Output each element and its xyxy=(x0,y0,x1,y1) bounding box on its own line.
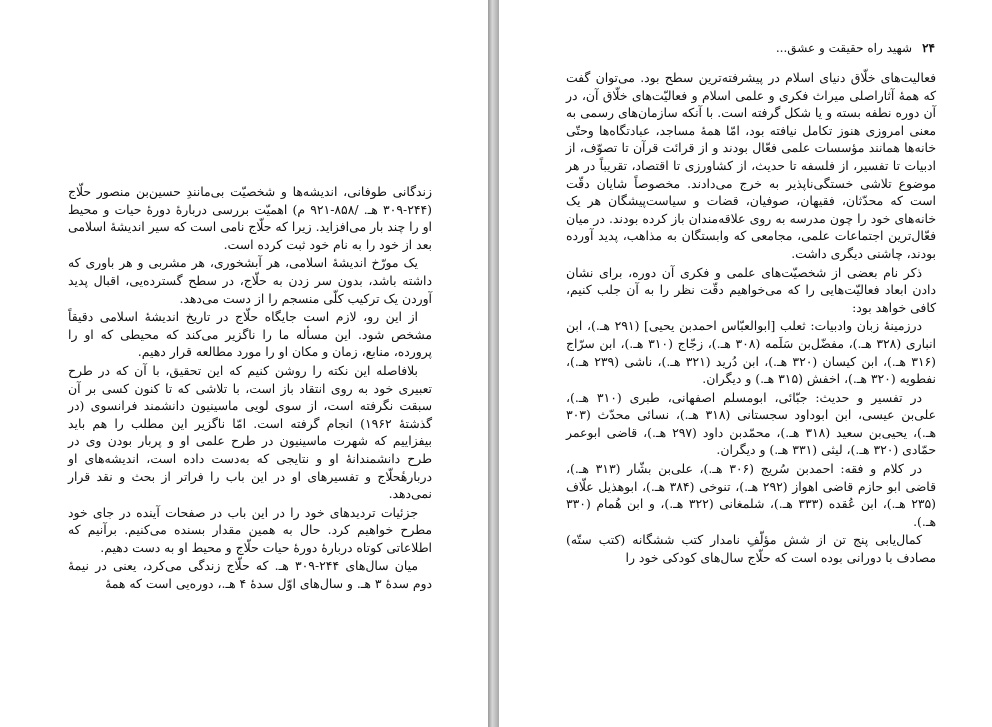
paragraph: بلافاصله این نکته را روشن کنیم که این تحقیق، با آن که در طرح تعبیری خود به روی انتقاد باز است، با تلاشی که تا کنون کسی بر آن سبقت نگرفته است، از سوی لویی ماسینیون دانشمند فرانسوی (در گذشتهٔ ۱۹۶۲) انجام گرفته است. امّا ناگزیر این مطلب را هم باید بیفزاییم که شهرت ماسینیون در طرح علمی او و پربار بودن وی در طرح دانشمندانهٔ او و نتایجی که به‌دست داده است، اندیشه‌های او دربارهٔحلّاج و تفسیرهای او در این باب را فراتر از بحث و نقد قرار نمی‌دهد. xyxy=(68,362,433,502)
running-head xyxy=(757,41,935,55)
paragraph: زندگانی طوفانی، اندیشه‌ها و شخصیّت بی‌مانندِ حسین‌بن منصور حلّاج (۲۴۴-۳۰۹ هـ. /۸۵۸-۹۲۱ م) اهمیّت بررسی دربارهٔ دورهٔ حیات و محیط او را چند بار می‌افزاید. زیرا که حلّاج نامی است که سیر اندیشهٔ اسلامی بعد از خود را به نام خود ثبت کرده است. xyxy=(68,184,432,252)
paragraph: کمال‌یابی پنج تن از شش مؤلّفِ نامدار کتب ششگانه (کتب ستّه) مصادف با دورانی بوده است که حلّاج سال‌های کودکی خود را xyxy=(566,532,936,566)
paragraph: جزئیات تردیدهای خود را در این باب در صفحات آینده در جای خود مطرح خواهیم کرد. حال به همین مقدار بسنده می‌کنیم. برآنیم که اطلاعاتی کوتاه دربارهٔ دورهٔ حیات حلّاج و محیط او به دست دهیم. xyxy=(68,504,432,555)
paragraph: میان سال‌های ۲۴۴-۳۰۹ هـ. که حلّاج زندگی می‌کرد، یعنی در نیمهٔ دوم سدهٔ ۳ هـ. و سال‌های اوّل سدهٔ ۴ هـ.، دوره‌یی است که همهٔ xyxy=(68,558,432,592)
book-gutter xyxy=(488,0,499,727)
right-page xyxy=(499,0,992,727)
running-title: شهید راه حقیقت و عشق... xyxy=(775,41,913,55)
paragraph: از این رو، لازم است جایگاه حلّاج در تاریخ اندیشهٔ اسلامی دقیقاً مشخص شود. این مسأله ما را ناگزیر می‌کند که محیطی که او را پرورده، منابع، زمان و مکان او را مورد مطالعه قرار دهیم. xyxy=(68,309,432,360)
page-number: ۲۴ xyxy=(922,41,935,55)
paragraph: در کلام و فقه: احمدبن سُریج (۳۰۶ هـ.)، علی‌بن بشّار (۳۱۳ هـ.)، قاضی ابو حازم قاضی اهواز (۲۹۲ هـ.)، تنوخی (۳۸۴ هـ.)، ابوهذیل علّاف (۲۳۵ هـ.)، ابن عُقده (۳۳۳ هـ.)، شلمغانی (۳۲۲ هـ.)، و ابن هُمام (۳۳۰ هـ.). xyxy=(566,461,937,529)
paragraph: ذکر نام بعضی از شخصیّت‌های علمی و فکری آن دوره، برای نشان دادن ابعاد فعالیّت‌هایی را که می‌خواهیم دقّت نظر را به آن جلب کنیم، کافی خواهد بود: xyxy=(566,264,936,315)
paragraph: فعالیت‌های خلّاق دنیای اسلام در پیشرفته‌ترین سطح بود. می‌توان گفت که همهٔ آثاراصلی میراث فکری و علمی اسلام و فعالیّت‌های خلّاق آن، در آن دوره نطفه بسته و یا شکل گرفته است. با آنکه سازمان‌های رسمی به معنی امروزی هنوز تکامل نیافته بود، امّا همهٔ مساجد، عبادتگاه‌ها وحتّی خانه‌ها همانند مؤسسات علمی فعّال بودند و از قرائت قرآن تا تصوّف، از ادبیات تا تفسیر، از فلسفه تا حدیث، از کشاورزی تا اقتصاد، تقریباً در هر موضوع تلاشی خستگی‌ناپذیر به خرج می‌دادند. مخصوصاً شایان دقّت است که محدّثان، فقیهان، صوفیان، قضات و سیاست‌پیشگان هر یک خانه‌های خود را چون مدرسه به روی علاقه‌مندان باز کرده بودند. در میان فعّال‌ترین اجتماعات علمی، مجامعی که وابستگان به مذاهب، پدید آورده بودند، چاشنی دیگری داشت. xyxy=(566,70,936,261)
paragraph: درزمینهٔ زبان وادبیات: ثعلب [ابوالعبّاس احمدبن یحیی] (۲۹۱ هـ.)، ابن انباری (۳۲۸ هـ.)، مفضّل‌بن سَلَمه (۳۰۸ هـ.)، زجّاج (۳۱۰ هـ.)، ابن سرّاج (۳۱۶ هـ.)، ابن کیسان (۳۲۰ هـ.)، ابن دُرید (۳۲۱ هـ.)، ناشی (۲۳۹ هـ.)، نفطویه (۳۲۰ هـ.)، اخفش (۳۱۵ هـ.) و دیگران. xyxy=(566,318,936,387)
left-page-body xyxy=(68,183,432,594)
paragraph: یک مورّخ اندیشهٔ اسلامی، هر آبشخوری، هر مشربی و هر باوری که داشته باشد، بدون سر زدن به حلّاج، در سطح گسترده‌یی، اقبال پدید آوردن یک ترکیب کلّی منسجم را از دست می‌دهد. xyxy=(68,255,432,306)
right-page-body xyxy=(566,69,936,568)
left-page xyxy=(0,0,488,727)
paragraph: در تفسیر و حدیث: جبّائی، ابومسلم اصفهانی، طبری (۳۱۰ هـ.)، علی‌بن عیسی، ابن ابوداود سجستانی (۳۱۸ هـ.)، نسائی محدّث (۳۰۳ هـ.)، یحیی‌بن سعید (۳۱۸ هـ.)، محمّدبن داود (۲۹۷ هـ.)، قاضی ابوعمر حمّادی (۳۲۰ هـ.)، لیثی (۳۳۱ هـ.) و دیگران. xyxy=(566,389,937,458)
